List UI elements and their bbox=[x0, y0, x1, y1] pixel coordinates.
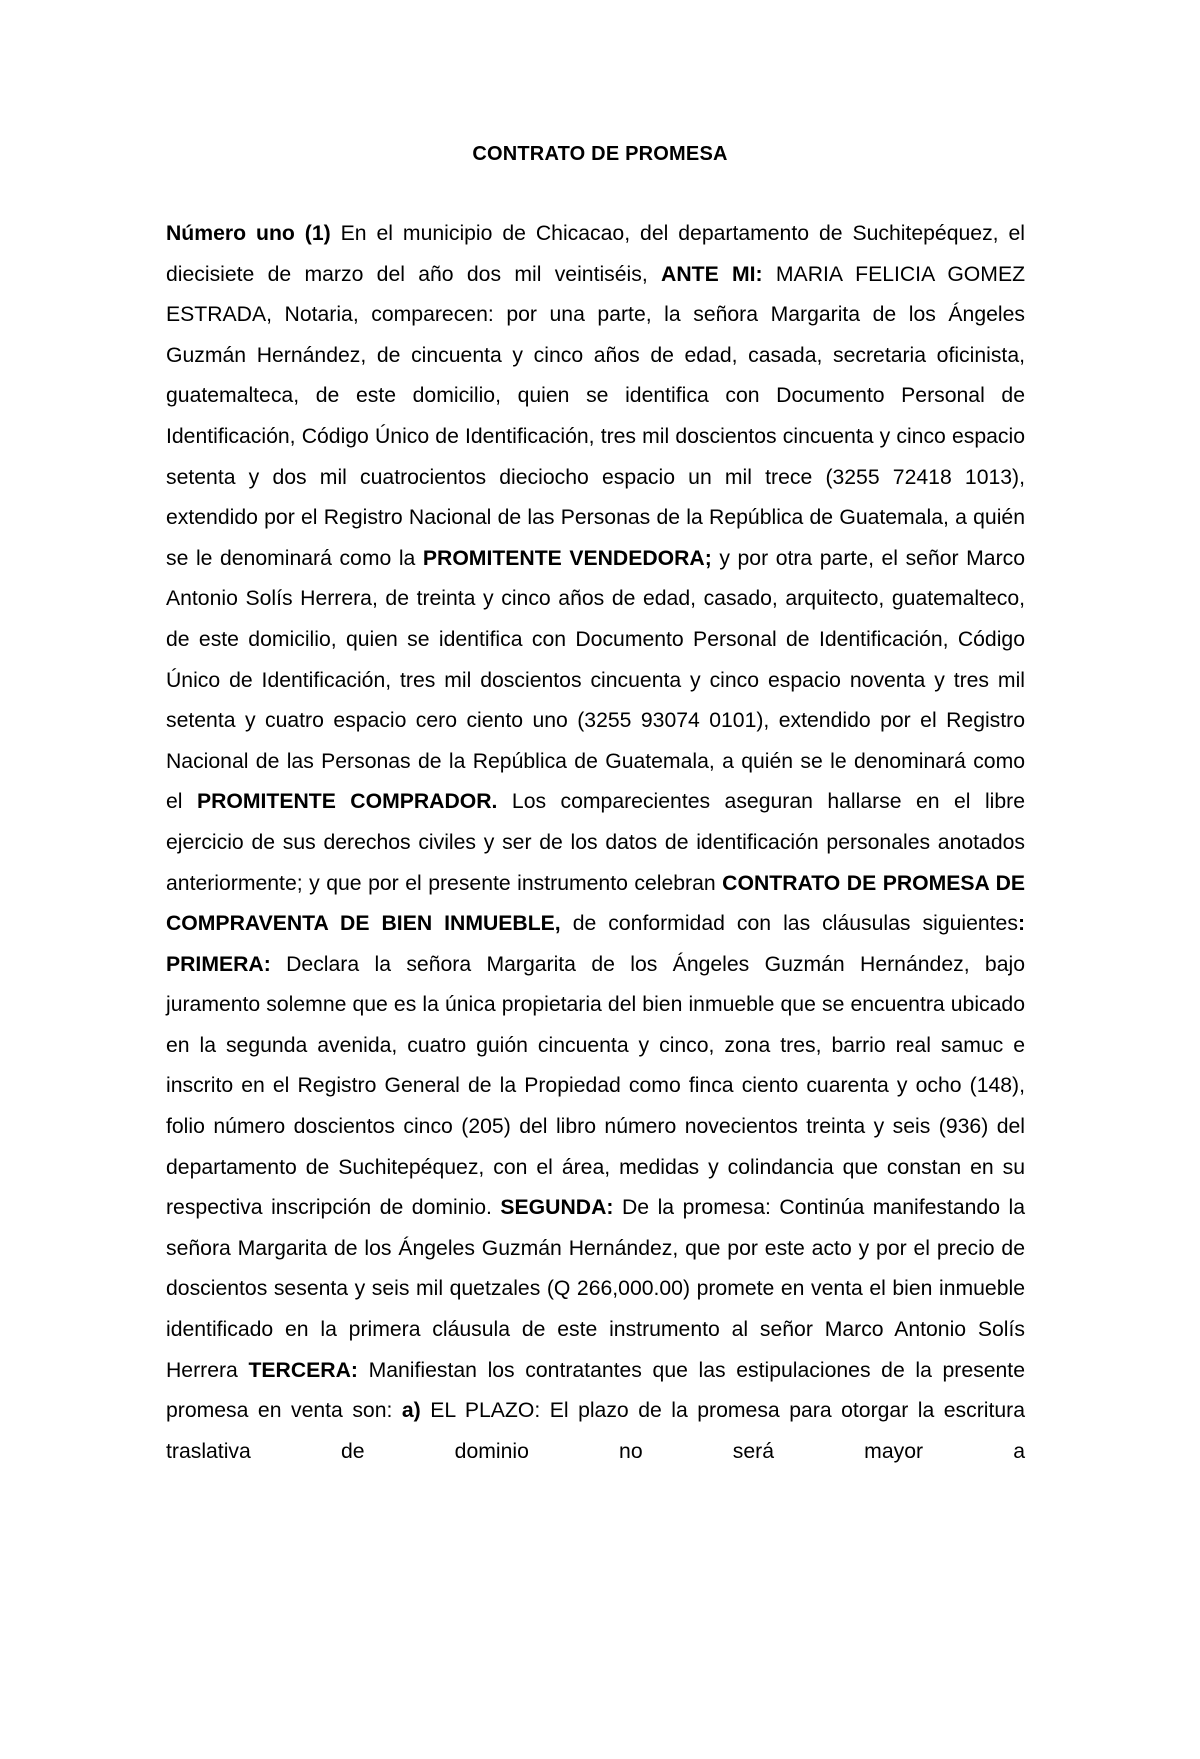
text-segment: Manifiestan los contratantes que las estipulaciones de la presente promesa en venta son: bbox=[166, 1358, 1025, 1423]
bold-text-segment: a) bbox=[401, 1399, 421, 1423]
bold-text-segment: SEGUNDA: bbox=[500, 1196, 614, 1220]
text-segment: de conformidad con las cláusulas siguientes bbox=[560, 912, 1018, 936]
bold-text-segment: ANTE MI: bbox=[661, 262, 763, 286]
text-segment: y por otra parte, el señor Marco Antonio Solís Herrera, de treinta y cinco años de edad, casado, arquitecto, guatemalteco, de este domicilio, quien se identifica con Documento Personal de Identificación, Código Único de Identificación, tres mil doscientos cincuenta y cinco espacio noventa y tres mil setenta y cuatro espacio cero ciento uno (3255 93074 0101), extendido por el Registro Nacional de las Personas de la República de Guatemala, a quién se le denominará como el bbox=[166, 546, 1026, 814]
bold-text-segment: PROMITENTE VENDEDORA; bbox=[422, 546, 712, 570]
bold-text-segment: PROMITENTE COMPRADOR. bbox=[196, 790, 498, 814]
document-title: CONTRATO DE PROMESA bbox=[472, 143, 728, 165]
bold-text-segment: Número uno (1) bbox=[166, 222, 331, 245]
bold-text-segment: : PRIMERA: bbox=[166, 912, 1025, 976]
bold-text-segment: TERCERA: bbox=[248, 1358, 358, 1382]
text-segment: De la promesa: Continúa manifestando la señora Margarita de los Ángeles Guzmán Hernández, que por este acto y por el precio de doscientos sesenta y seis mil quetzales (Q 266,000.00) promete en venta el bien inmueble identificado en la primera cláusula de este instrumento al señor Marco Antonio Solís Herrera bbox=[166, 1196, 1025, 1382]
document-body bbox=[166, 214, 1025, 1472]
text-segment: Los comparecientes aseguran hallarse en el libre ejercicio de sus derechos civiles y ser de los datos de identificación personales anotados anteriormente; y que por el presente instrumento celebran bbox=[166, 790, 1026, 895]
text-segment: Declara la señora Margarita de los Ángeles Guzmán Hernández, bajo juramento solemne que es la única propietaria del bien inmueble que se encuentra ubicado en la segunda avenida, cuatro guión cincuenta y cinco, zona tres, barrio real samuc e inscrito en el Registro General de la Propiedad como finca ciento cuarenta y ocho (148), folio número doscientos cinco (205) del libro número novecientos treinta y seis (936) del departamento de Suchitepéquez, con el área, medidas y colindancia que constan en su respectiva inscripción de dominio. bbox=[166, 952, 1025, 1220]
text-segment: En el municipio de Chicacao, del departamento de Suchitepéquez, el diecisiete de marzo del año dos mil veintiséis, bbox=[166, 222, 1025, 286]
bold-text-segment: CONTRATO DE PROMESA DE COMPRAVENTA DE BIEN INMUEBLE, bbox=[166, 871, 1025, 936]
text-segment: EL PLAZO: El plazo de la promesa para otorgar la escritura traslativa de dominio no será mayor a bbox=[166, 1399, 1025, 1463]
text-segment: MARIA FELICIA GOMEZ ESTRADA, Notaria, comparecen: por una parte, la señora Margarita de los Ángeles Guzmán Hernández, de cincuenta y cinco años de edad, casada, secretaria oficinista, guatemalteca, de este domicilio, quien se identifica con Documento Personal de Identificación, Código Único de Identificación, tres mil doscientos cincuenta y cinco espacio setenta y dos mil cuatrocientos dieciocho espacio un mil trece (3255 72418 1013), extendido por el Registro Nacional de las Personas de la República de Guatemala, a quién se le denominará como la bbox=[166, 262, 1026, 570]
